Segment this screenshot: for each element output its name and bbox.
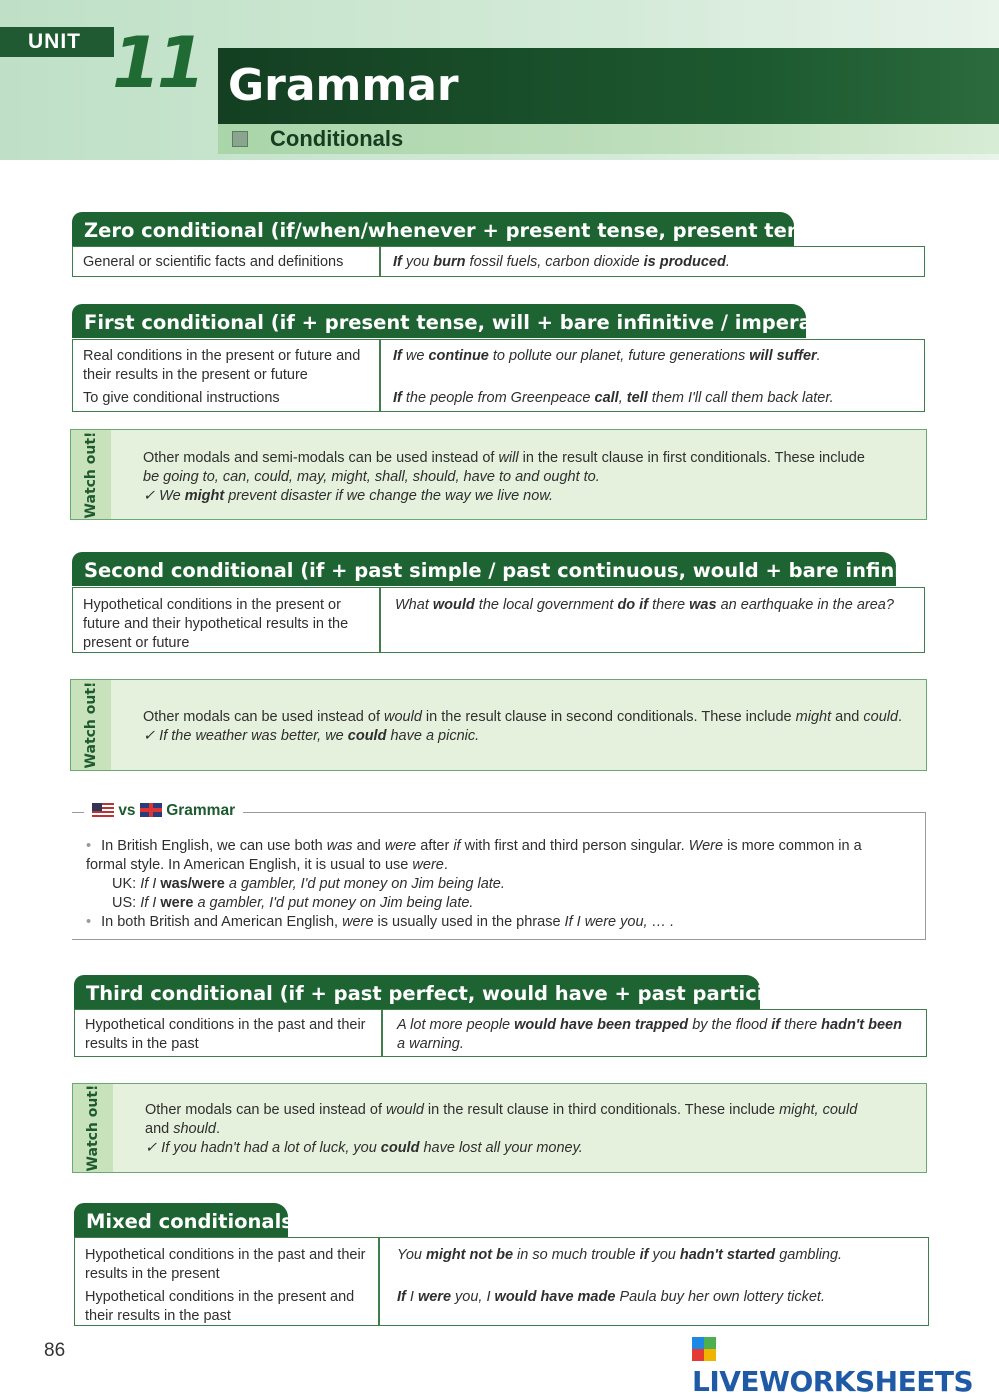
use-cell: To give conditional instructions [83, 390, 280, 406]
example-cell: If I were you, I would have made Paula buy her own lottery ticket. [397, 1289, 825, 1305]
grammar-box-label: vs Grammar [84, 802, 243, 820]
uk-flag-icon [140, 803, 162, 817]
use-cell: Real conditions in the present or future and their results in the present or future [83, 348, 361, 383]
zero-conditional-heading: Zero conditional (if/when/whenever + present tense, present tense) [72, 212, 794, 246]
third-conditional-heading: Third conditional (if + past perfect, would have + past participle) [74, 975, 760, 1009]
square-bullet-icon [232, 131, 248, 147]
watch-out-box [70, 679, 927, 771]
page-subtitle: Conditionals [270, 126, 404, 151]
watch-out-box [70, 429, 927, 520]
watch-out-tab: Watch out! [73, 1084, 113, 1172]
page-title: Grammar [228, 60, 459, 111]
example-cell: A lot more people would have been trapped by the flood if there hadn't been a warning. [397, 1017, 902, 1052]
liveworksheets-logo-icon [692, 1337, 716, 1361]
watch-out-text: Other modals can be used instead of would in the result clause in third conditionals. These include might, could and should. ✓ If you hadn't had a lot of luck, you could have lost all your money. [145, 1102, 858, 1156]
use-cell: Hypothetical conditions in the past and their results in the past [85, 1017, 366, 1052]
example-cell: What would the local government do if there was an earthquake in the area? [395, 597, 894, 613]
unit-number: 11 [112, 22, 202, 104]
first-conditional-table [72, 339, 925, 412]
first-conditional-heading: First conditional (if + present tense, will + bare infinitive / imperative) [72, 304, 806, 338]
use-cell: Hypothetical conditions in the present and their results in the past [85, 1289, 355, 1324]
second-conditional-heading: Second conditional (if + past simple / past continuous, would + bare infinitive) [72, 552, 896, 586]
unit-label: UNIT [0, 27, 114, 57]
watch-out-text: Other modals can be used instead of would in the result clause in second conditionals. These include might and could. ✓ If the weather was better, we could have a picnic. [143, 709, 903, 744]
grammar-box-text: • In British English, we can use both was and were after if with first and third person singular. Were is more common in a formal style. In American English, it is usual to use were. UK: If I was/were a gambler, I'd put money on Jim being late. US: If I were a gambler, I'd put money on Jim being late. • In both British and American English, were is usually used in the phrase If I were you, … . [86, 838, 862, 930]
second-conditional-table [72, 587, 925, 653]
watch-out-box [72, 1083, 927, 1173]
mixed-conditionals-heading: Mixed conditionals [74, 1203, 288, 1237]
example-cell: If we continue to pollute our planet, future generations will suffer. [393, 348, 821, 364]
third-conditional-table [74, 1009, 927, 1057]
example-cell: You might not be in so much trouble if you hadn't started gambling. [397, 1247, 843, 1263]
watch-out-text: Other modals and semi-modals can be used instead of will in the result clause in first conditionals. These include be going to, can, could, may, might, shall, should, have to and ought to. ✓ We might prevent disaster if we change the way we live now. [143, 450, 865, 504]
use-cell: General or scientific facts and definitions [83, 254, 344, 270]
zero-conditional-table [72, 246, 925, 277]
use-cell: Hypothetical conditions in the present or future and their hypothetical results in the present or future [83, 597, 349, 651]
mixed-conditionals-table [74, 1237, 929, 1326]
watch-out-tab: Watch out! [71, 430, 111, 519]
page-number: 86 [44, 1340, 66, 1361]
us-vs-uk-grammar-box [72, 802, 926, 940]
example-cell: If the people from Greenpeace call, tell them I'll call them back later. [393, 390, 834, 406]
us-flag-icon [92, 803, 114, 817]
example-cell: If you burn fossil fuels, carbon dioxide is produced. [393, 254, 730, 270]
liveworksheets-brand[interactable]: LIVEWORKSHEETS [692, 1332, 999, 1398]
watch-out-tab: Watch out! [71, 680, 111, 770]
use-cell: Hypothetical conditions in the past and their results in the present [85, 1247, 366, 1282]
